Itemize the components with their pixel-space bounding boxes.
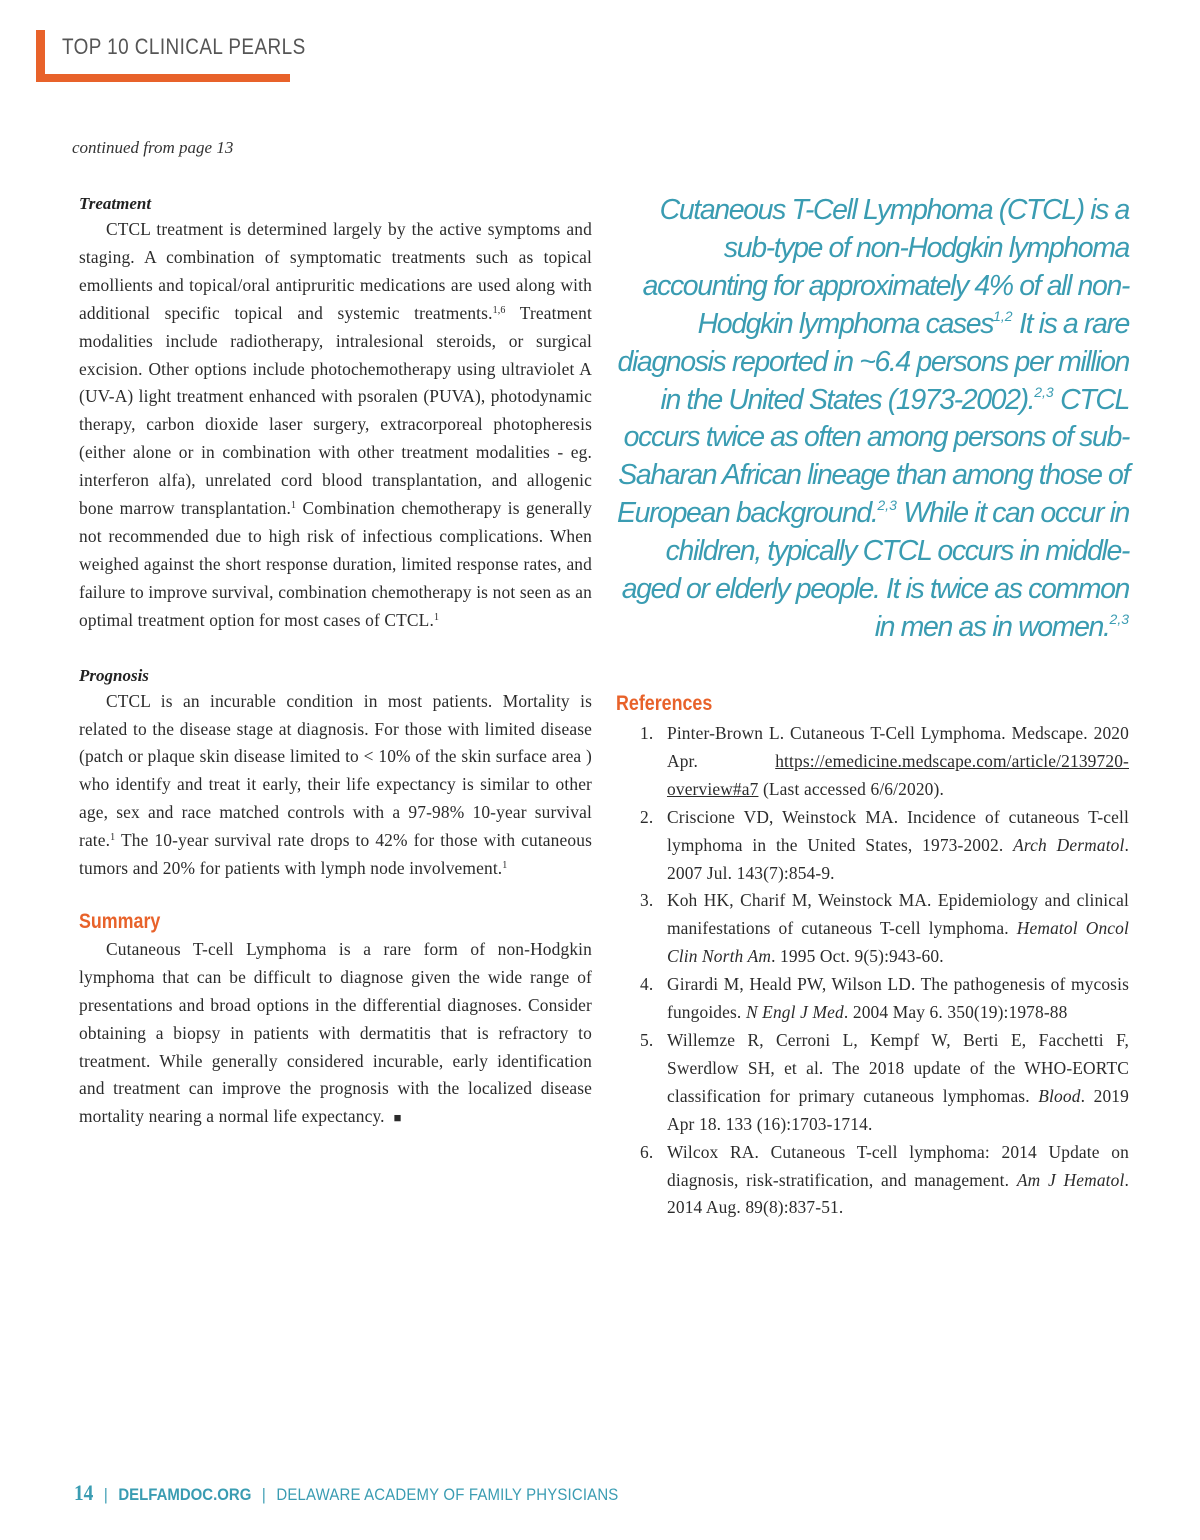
treatment-text-1: CTCL treatment is determined largely by the active symptoms and staging. A combination of symptomatic treatments such as topical emollients and topical/oral antipruritic medications are used along with additional specific topical and systemic treatments. [79,219,592,323]
reference-text-end: . 2007 Jul. 143(7):854-9. [667,834,1129,883]
page-footer [74,1480,693,1510]
reference-number: 5. [640,1029,654,1050]
treatment-heading: Treatment [79,194,152,213]
header-underline-bar [36,74,290,82]
reference-text: Willemze R, Cerroni L, Kempf W, Berti E, Facchetti F, Swerdlow SH, et al. The 2018 update of the WHO-EORTC classification for primary cutaneous lymphomas. [667,1029,1129,1106]
citation-sup: 2,3 [877,497,897,514]
reference-text: Koh HK, Charif M, Weinstock MA. Epidemiology and clinical manifestations of cutaneous T-cell lymphoma. [667,890,1129,939]
reference-journal: N Engl J Med [745,1002,844,1023]
reference-text-end: . 2019 Apr 18. 133 (16):1703-1714. [667,1085,1129,1134]
citation-sup: 1 [110,832,116,844]
end-mark-icon: ■ [393,1110,402,1126]
reference-text-end: . 2014 Aug. 89(8):837-51. [667,1169,1129,1218]
footer-separator: | [261,1485,266,1504]
citation-sup: 2,3 [1034,383,1054,400]
reference-text: Pinter-Brown L. Cutaneous T-Cell Lymphoma. Medscape. 2020 Apr. [667,723,1129,771]
references-list [640,720,1129,1222]
references-heading: References [616,692,713,715]
summary-heading: Summary [79,909,161,933]
footer-site-link[interactable]: DELFAMDOC.ORG [118,1485,252,1504]
reference-number: 1. [640,723,654,743]
left-column [79,192,592,1132]
citation-sup: 2,3 [1109,610,1129,627]
citation-sup: 1 [291,500,297,512]
pull-quote-text-2: It is a rare diagnosis reported in ~6.4 persons per million in the United States (1973-2002). [617,307,1129,416]
summary-text: Cutaneous T-cell Lymphoma is a rare form of non-Hodgkin lymphoma that can be difficult to diagnose given the wide range of presentations and broad options in the differential diagnoses. Consider obtaining a biopsy in patients with dermatitis that is refractory to treatment. While generally considered incurable, early identification and treatment can improve the prognosis with the localized disease mortality nearing a normal life expectancy. [79,938,592,1127]
reference-journal: Arch Dermatol [1013,834,1125,855]
prognosis-text-1: CTCL is an incurable condition in most patients. Mortality is related to the disease stage at diagnosis. For those with limited disease (patch or plaque skin disease limited to < 10% of the skin surface area ) who identify and treat it early, their life expectancy is similar to other age, sex and race matched controls with a 97-98% 10-year survival rate. [79,690,592,851]
reference-number: 4. [640,974,654,995]
treatment-text-2: Treatment modalities include radiotherapy, intralesional steroids, or surgical excision. Other options include photochemotherapy using ultraviolet A (UV-A) light treatment enhanced with psoralen (PUVA), photodynamic therapy, carbon dioxide laser surgery, extracorporeal photopheresis (either alone or in combination with other treatment modalities - eg. interferon alfa), unrelated cord blood transplantation, and allogenic bone marrow transplantation. [79,302,592,519]
reference-item [640,971,1129,1027]
reference-text-end: . 1995 Oct. 9(5):943-60. [771,946,944,967]
reference-number: 2. [640,806,654,827]
citation-sup: 1,2 [993,307,1013,324]
footer-separator: | [103,1485,108,1504]
section-header [36,30,306,82]
reference-number: 3. [640,890,654,911]
prognosis-text-2: The 10-year survival rate drops to 42% for those with cutaneous tumors and 20% for patients with lymph node involvement. [79,830,592,879]
reference-journal: Hematol Oncol Clin North Am [667,918,1129,967]
prognosis-paragraph [79,688,592,883]
reference-link[interactable]: https://emedicine.medscape.com/article/2139720-overview#a7 [667,750,1129,799]
reference-journal: Blood [1038,1085,1081,1106]
reference-text-end: . 2004 May 6. 350(19):1978-88 [843,1002,1068,1023]
reference-text: Wilcox RA. Cutaneous T-cell lymphoma: 2014 Update on diagnosis, risk-stratification, and management. [667,1141,1129,1190]
pull-quote-text-1: Cutaneous T-Cell Lymphoma (CTCL) is a sub-type of non-Hodgkin lymphoma accounting for approximately 4% of all non-Hodgkin lymphoma cases [642,194,1129,340]
page-number: 14 [74,1480,94,1505]
pull-quote-text-3: CTCL occurs twice as often among persons of sub-Saharan African lineage than among those of European background. [617,383,1129,530]
reference-item [640,804,1129,888]
pull-quote-text-4: While it can occur in children, typically CTCL occurs in middle-aged or elderly people. It is twice as common in men as in women. [621,497,1129,643]
treatment-paragraph [79,216,592,635]
reference-number: 6. [640,1141,654,1162]
reference-journal: Am J Hematol [1016,1169,1125,1190]
reference-text: Criscione VD, Weinstock MA. Incidence of cutaneous T-cell lymphoma in the United States, 1973-2002. [667,806,1129,855]
citation-sup: 1 [502,860,508,872]
reference-item [640,1139,1129,1223]
continued-note: continued from page 13 [72,138,234,157]
reference-text-end: (Last accessed 6/6/2020). [758,778,944,799]
pull-quote [616,192,1129,647]
summary-paragraph [79,936,592,1132]
section-title: TOP 10 CLINICAL PEARLS [62,34,306,59]
reference-item [640,1027,1129,1139]
reference-text: Girardi M, Heald PW, Wilson LD. The pathogenesis of mycosis fungoides. [667,974,1129,1023]
citation-sup: 1 [433,611,440,623]
treatment-text-3: Combination chemotherapy is generally not recommended due to high risk of infectious complications. When weighed against the short response duration, limited response rates, and failure to improve survival, combination chemotherapy is not seen as an optimal treatment option for most cases of CTCL. [79,498,592,630]
footer-organization: DELAWARE ACADEMY OF FAMILY PHYSICIANS [276,1485,619,1504]
reference-item [640,720,1129,804]
prognosis-heading: Prognosis [79,665,149,685]
citation-sup: 1,6 [492,304,506,316]
reference-item [640,887,1129,971]
